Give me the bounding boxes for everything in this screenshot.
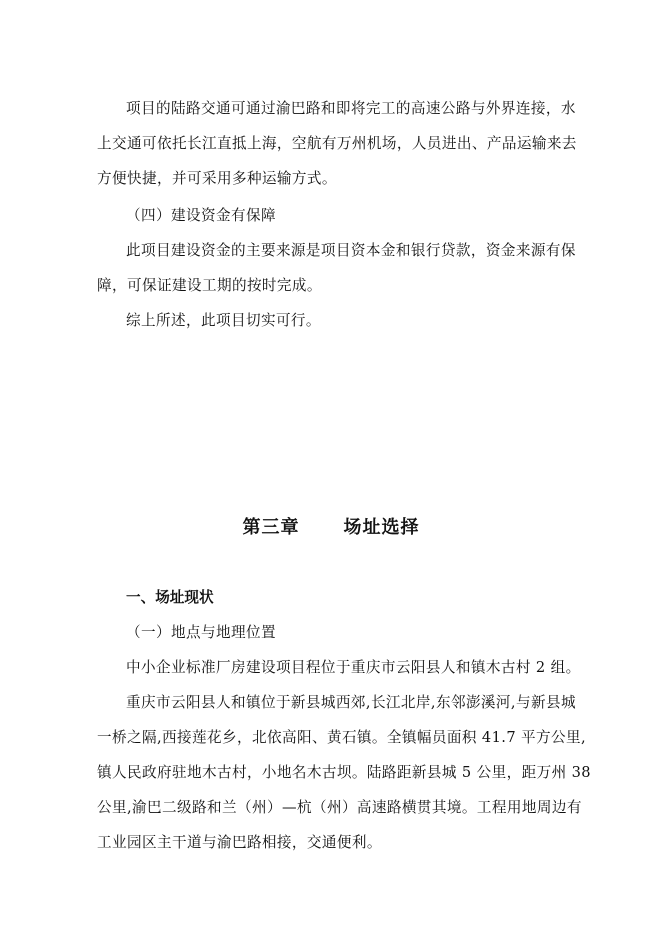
transport-paragraph-line-2: 上交通可依托长江直抵上海，空航有万州机场，人员进出、产品运输来去 [97, 135, 577, 152]
location-paragraph: 中小企业标准厂房建设项目程位于重庆市云阳县人和镇木古村 2 组。 [126, 659, 581, 676]
chapter-heading [0, 516, 662, 540]
section-heading: 一、场址现状 [126, 589, 214, 606]
geo-paragraph-line-3: 镇人民政府驻地木古村，小地名木古坝。陆路距新县城 5 公里，距万州 38 [97, 764, 591, 781]
conclusion-paragraph: 综上所述，此项目切实可行。 [126, 312, 321, 329]
location-subheading: （一）地点与地理位置 [126, 624, 276, 641]
chapter-title: 场址选择 [343, 517, 420, 538]
geo-paragraph-line-2: 一桥之隔,西接莲花乡，北依高阳、黄石镇。全镇幅员面积 41.7 平方公里, [97, 729, 587, 746]
geo-paragraph-line-5: 工业园区主干道与渝巴路相接，交通便利。 [97, 834, 382, 851]
transport-paragraph-line-3: 方便快捷，并可采用多种运输方式。 [97, 170, 337, 187]
transport-paragraph-line-1: 项目的陆路交通可通过渝巴路和即将完工的高速公路与外界连接，水 [126, 100, 576, 117]
chapter-number: 第三章 [242, 517, 300, 538]
geo-paragraph-line-4: 公里,渝巴二级路和兰（州）—杭（州）高速路横贯其境。工程用地周边有 [97, 799, 582, 816]
funding-subheading: （四）建设资金有保障 [126, 207, 276, 224]
funding-paragraph-line-2: 障，可保证建设工期的按时完成。 [97, 277, 322, 294]
geo-paragraph-line-1: 重庆市云阳县人和镇位于新县城西郊,长江北岸,东邻澎溪河,与新县城 [126, 694, 576, 711]
funding-paragraph-line-1: 此项目建设资金的主要来源是项目资本金和银行贷款，资金来源有保 [126, 242, 576, 259]
